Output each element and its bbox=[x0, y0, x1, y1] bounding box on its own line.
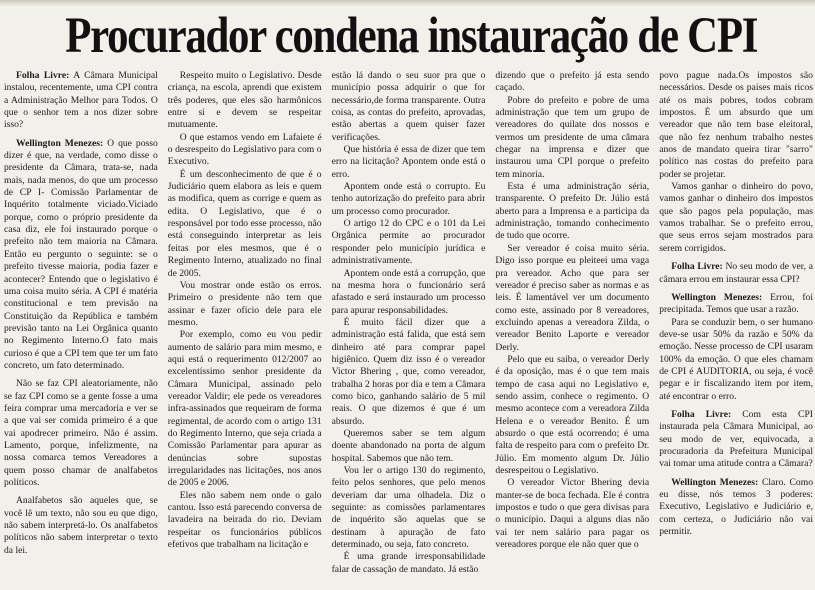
paragraph bbox=[168, 490, 322, 552]
paragraph-text: O artigo 12 do CPC e o 101 da Lei Orgânica permite ao procurador responder pelo município jurídica e administrativamente. bbox=[331, 218, 486, 267]
paragraph-text: Vamos ganhar o dinheiro do povo, vamos ganhar o dinheiro dos impostos que são pagos pela população, mas vamos trabalhar. Se o prefeito errou, que seus erros sejam mostrados para serem corrigidos. bbox=[659, 181, 813, 254]
column-3 bbox=[332, 70, 486, 588]
paragraph-text: Apontem onde está a corrupção, que na mesma hora o funcionário será afastado e será instaurado um processo para apurar responsabilidades. bbox=[331, 267, 486, 316]
paragraph bbox=[168, 169, 322, 280]
paragraph-text: A Câmara Municipal instalou, recentemente, uma CPI contra a Administração Melhor para Todos. O que o senhor tem a nos dizer sobre isso? bbox=[4, 70, 158, 131]
paragraph-text: Que história é essa de dizer que tem erro na licitação? Apontem onde está o erro. bbox=[331, 144, 486, 180]
paragraph bbox=[332, 465, 486, 551]
paragraph bbox=[4, 495, 158, 557]
paragraph bbox=[332, 551, 486, 576]
paragraph bbox=[168, 70, 322, 132]
paragraph-text: Analfabetos são aqueles que, se você lê um texto, não sou eu que digo, não sabem interpretá-lo. Os analfabetos políticos não sabem interpretar o texto da lei. bbox=[4, 495, 158, 556]
paragraph bbox=[495, 95, 649, 181]
paragraph-text: Eles não sabem nem onde o galo cantou. Isso está parecendo conversa de lavadeira na beirada do rio. Deviam respeitar os funcionários públicos efetivos que trabalham na licitação e bbox=[167, 489, 322, 551]
paragraph-text: Pelo que eu saiba, o vereador Derly é da oposição, mas é o que tem mais tempo de casa aqui no Legislativo e, sendo assim, conhece o regimento. O mesmo acontece com a vereadora Zilda Helena e o vereador Benito. É um absurdo o que está ocorrendo; é uma falta de respeito para com o prefeito Dr. Júlio. Em momento algum Dr. Júlio desrespeitou o Legislativo. bbox=[495, 353, 650, 476]
paragraph bbox=[495, 243, 649, 354]
column-2 bbox=[168, 70, 322, 588]
paragraph-text: Não se faz CPI aleatoriamente, não se faz CPI como se a gente fosse a uma feira comprar uma mercadoria e ver se a que vai ser comida primeiro é a que vai apodrecer primeiro. Não é assim. Lamento, porque, infelizmente, na nossa comarca temos Vereadores a quem posso chamar de analfabetos políticos. bbox=[4, 378, 158, 488]
paragraph bbox=[332, 317, 486, 428]
paragraph bbox=[495, 181, 649, 243]
paragraph bbox=[495, 70, 649, 95]
paragraph-text: Pobre do prefeito e pobre de uma administração que tem um grupo de vereadores do quilate dos nossos e vermos um presidente de uma câmara chegar na imprensa e dizer que instaurou uma CPI porque o prefeito tem minoria. bbox=[495, 94, 650, 180]
paragraph bbox=[659, 477, 813, 539]
paragraph-text: Apontem onde está o corrupto. Eu tenho autorização do prefeito para abrir um processo como procurador. bbox=[331, 181, 486, 217]
paragraph bbox=[332, 181, 486, 218]
paragraph-text: Errou, foi precipitada. Temos que usar a razão. bbox=[659, 291, 813, 316]
paragraph-text: O que posso dizer é que, na verdade, como disse o presidente da Câmara, trata-se, nada mais, nada menos, do que um processo de CP I- Comissão Parlamentar de Inquérito totalmente viciado.Viciado porque, como o próprio presidente da casa diz, ele foi instaurado porque o prefeito não tem maioria na Câmara. Então eu pergunto o seguinte: se o prefeito tivesse maioria, podia fazer e acontecer? Entendo que o legislativo é uma coisa muito séria. A CPI é matéria constitucional e tem previsão na Constituição da República e também previsão tanto na Lei Orgânica quanto no Regimento Interno.O fato mais curioso é que a CPI tem que ter um fato concreto, um fato determinado. bbox=[4, 137, 158, 371]
paragraph-text: Para se conduzir bem, o ser humano deve-se usar 50% da razão e 50% da emoção. Nesse processo de CPI usaram 100% da emoção. O que eles chamam de CPI é AUDITORIA, ou seja, é você pegar e ir fiscalizando item por item, até encontrar o erro. bbox=[659, 316, 813, 402]
paragraph bbox=[332, 218, 486, 267]
paragraph bbox=[332, 70, 486, 144]
headline: Procurador condena instauração de CPI bbox=[65, 8, 758, 64]
paragraph-text: Respeito muito o Legislativo. Desde criança, na escola, aprendi que existem três poderes, que eles são harmônicos entre si e devem se respeitar mutuamente. bbox=[167, 70, 322, 131]
paragraph bbox=[659, 409, 813, 471]
paragraph-text: estão lá dando o seu suor pra que o município possa adquirir o que for necessário,de forma transparente. Outra coisa, as contas do prefeito, aprovadas, estão abertas a quem quiser fazer verificações. bbox=[331, 70, 486, 143]
paragraph-text: O vereador Victor Bhering devia manter-se de boca fechada. Ele é contra impostos e tudo o que gera divisas para o município. Daqui a alguns dias não vai ter nem salário para pagar os vereadores porque ele não quer que o bbox=[495, 477, 650, 551]
paragraph bbox=[659, 317, 813, 403]
paragraph-text: Com esta CPI instaurada pela Câmara Municipal, ao seu modo de ver, equivocada, a procuradoria da Prefeitura Municipal vai tomar uma atitude contra a Câmara? bbox=[659, 408, 813, 470]
paragraph bbox=[4, 70, 158, 132]
paragraph-text: No seu modo de ver, a câmara errou em instaurar essa CPI? bbox=[659, 261, 813, 285]
article-body bbox=[4, 70, 813, 588]
speaker-label: Wellington Menezes: bbox=[671, 291, 763, 303]
paragraph bbox=[495, 477, 649, 551]
speaker-label: Folha Livre: bbox=[671, 408, 732, 420]
paragraph-text: Queremos saber se tem algum doente abandonado na porta de algum hospital. Sabemos que não tem. bbox=[331, 427, 486, 464]
paragraph bbox=[168, 280, 322, 329]
paragraph bbox=[168, 132, 322, 169]
paragraph-text: Esta é uma administração séria, transparente. O prefeito Dr. Júlio está aberto para a Imprensa e a participa da administração, tomando conhecimento de tudo que ocorre. bbox=[495, 181, 650, 242]
paragraph-text: povo pague nada.Os impostos são necessários. Desde os países mais ricos até os mais pobres, todos cobram impostos. É um absurdo que um vereador que não tem base eleitoral, que não fez nenhum trabalho nestes anos de mandato queira tirar "sarro" político nas costas do prefeito para poder se projetar. bbox=[659, 70, 813, 180]
paragraph bbox=[659, 292, 813, 317]
paragraph-text: É um desconhecimento de que é o Judiciário quem elabora as leis e quem as modifica, quem as corrige e quem as edita. O Legislativo, que é o responsável por todo esse processo, não está conseguindo interpretar as leis feitas por eles mesmos, que é o Regimento Interno, atualizado no final de 2005. bbox=[167, 168, 322, 279]
paragraph bbox=[168, 329, 322, 489]
speaker-label: Wellington Menezes: bbox=[16, 137, 104, 149]
paragraph-text: É muito fácil dizer que a administração está falida, que está sem dinheiro até para comprar papel higiênico. Quem diz isso é o vereador Victor Bhering , que, como vereador, trabalha 2 horas por dia e tem a Câmara como bico, ganhando salário de 5 mil reais. O que dizemos é que é um absurdo. bbox=[331, 316, 486, 427]
paragraph bbox=[659, 261, 813, 286]
paragraph-text: Ser vereador é coisa muito séria. Digo isso porque eu pleiteei uma vaga pra vereador. Acho que para ser vereador é preciso saber as normas e as leis. É lamentável ver um documento como este, assinado por 8 vereadores, excluindo apenas a vereadora Zilda, o vereador Benito Laporte e vereador Derly. bbox=[495, 242, 650, 353]
column-1 bbox=[4, 70, 158, 588]
paragraph-text: Por exemplo, como eu vou pedir aumento de salário para mim mesmo, e aqui está o requerimento 012/2007 ao excelentíssimo senhor presidente da Câmara Municipal, assinado pelo vereador Valdir; ele pede os vereadores infra-assinados que requeiram de forma regimental, de acordo com o artigo 131 do Regimento Interno, que seja criada a Comissão Parlamentar para apurar as denúncias sobre supostas irregularidades nas licitações, nos anos de 2005 e 2006. bbox=[167, 329, 322, 489]
speaker-label: Folha Livre: bbox=[16, 70, 70, 81]
paragraph-text: O que estamos vendo em Lafaiete é o desrespeito do Legislativo para com o Executivo. bbox=[167, 131, 322, 168]
paragraph-text: É uma grande irresponsabilidade falar de cassação de mandato. Já estão bbox=[331, 551, 486, 575]
paragraph-text: Vou ler o artigo 130 do regimento, feito pelos senhores, que pelo menos deveriam dar uma olhadela. Diz o seguinte: as comissões parlamentares de inquérito são aquelas que se destinam à apuração de fato determinado, ou seja, fato concreto. bbox=[331, 465, 486, 551]
speaker-label: Wellington Menezes: bbox=[671, 476, 759, 488]
paragraph bbox=[4, 378, 158, 489]
paragraph-text: dizendo que o prefeito já esta sendo caçado. bbox=[495, 70, 650, 94]
paragraph bbox=[659, 181, 813, 255]
column-5 bbox=[659, 70, 813, 588]
speaker-label: Folha Livre: bbox=[671, 261, 723, 273]
paragraph bbox=[4, 138, 158, 373]
paragraph bbox=[332, 144, 486, 181]
paragraph bbox=[495, 354, 649, 477]
paragraph bbox=[659, 70, 813, 181]
paragraph bbox=[332, 428, 486, 465]
paragraph bbox=[332, 268, 486, 317]
paragraph-text: Vou mostrar onde estão os erros. Primeiro o presidente não tem que assinar e fazer ofício dele para ele mesmo. bbox=[167, 279, 322, 328]
column-4 bbox=[495, 70, 649, 588]
paragraph-text: Claro. Como eu disse, nós temos 3 poderes: Executivo, Legislativo e Judiciário e, com certeza, o Judiciário não vai permitir. bbox=[659, 476, 813, 538]
